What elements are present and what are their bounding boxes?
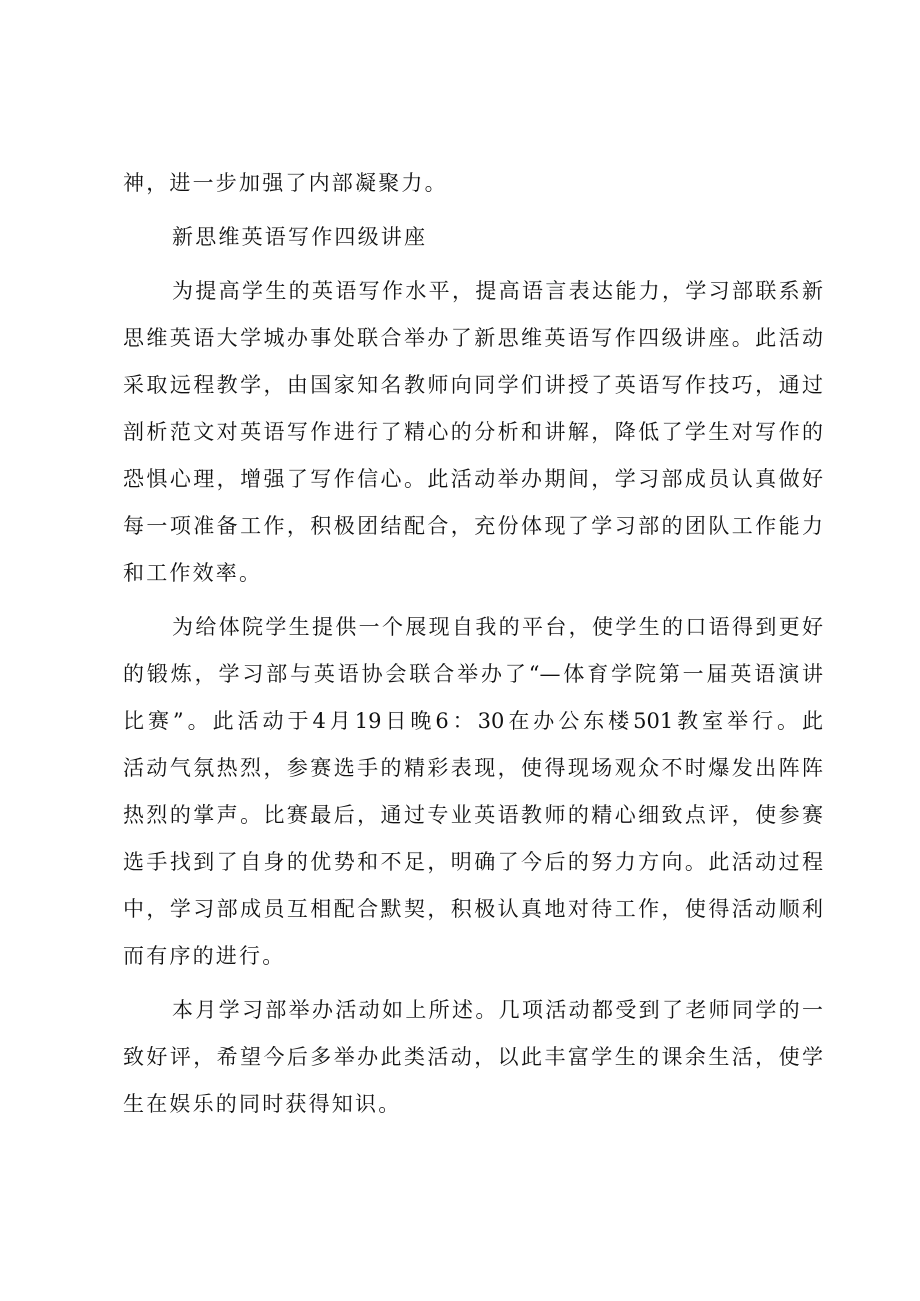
paragraph-line: 剖析范文对英语写作进行了精心的分析和讲解，降低了学生对写作的 — [123, 420, 823, 444]
paragraph-line: 恐惧心理，增强了写作信心。此活动举办期间，学习部成员认真做好 — [123, 467, 823, 491]
paragraph-line: 生在娱乐的同时获得知识。 — [123, 1092, 402, 1116]
paragraph-line: 而有序的进行。 — [123, 944, 286, 968]
paragraph-line: 为给体院学生提供一个展现自我的平台，使学生的口语得到更好 — [172, 615, 823, 639]
paragraph-line: 为提高学生的英语写作水平，提高语言表达能力，学习部联系新 — [172, 279, 823, 303]
paragraph-line: 比赛”。此活动于4月19日晚6：30在办公东楼501教室举行。此 — [123, 709, 823, 733]
paragraph-english-writing-lecture — [123, 268, 823, 597]
paragraph-continuation-line: 神，进一步加强了内部凝聚力。 — [123, 171, 448, 195]
paragraph-line: 每一项准备工作，积极团结配合，充份体现了学习部的团队工作能力 — [123, 514, 823, 538]
section-heading: 新思维英语写作四级讲座 — [172, 225, 428, 249]
paragraph-monthly-summary — [123, 987, 823, 1128]
paragraph-line: 热烈的掌声。比赛最后，通过专业英语教师的精心细致点评，使参赛 — [123, 803, 823, 827]
paragraph-line: 思维英语大学城办事处联合举办了新思维英语写作四级讲座。此活动 — [123, 326, 823, 350]
paragraph-line: 和工作效率。 — [123, 561, 263, 585]
document-body — [123, 160, 823, 1128]
paragraph-line: 中，学习部成员互相配合默契，积极认真地对待工作，使得活动顺利 — [123, 897, 823, 921]
paragraph-line: 本月学习部举办活动如上所述。几项活动都受到了老师同学的一 — [172, 998, 823, 1022]
paragraph-line: 的锻炼，学习部与英语协会联合举办了“—体育学院第一届英语演讲 — [123, 662, 823, 686]
paragraph-speech-contest — [123, 604, 823, 980]
paragraph-line: 选手找到了自身的优势和不足，明确了今后的努力方向。此活动过程 — [123, 850, 823, 874]
paragraph-line: 采取远程教学，由国家知名教师向同学们讲授了英语写作技巧，通过 — [123, 373, 823, 397]
paragraph-line: 致好评，希望今后多举办此类活动，以此丰富学生的课余生活，使学 — [123, 1045, 823, 1069]
paragraph-line: 活动气氛热烈，参赛选手的精彩表现，使得现场观众不时爆发出阵阵 — [123, 756, 823, 780]
